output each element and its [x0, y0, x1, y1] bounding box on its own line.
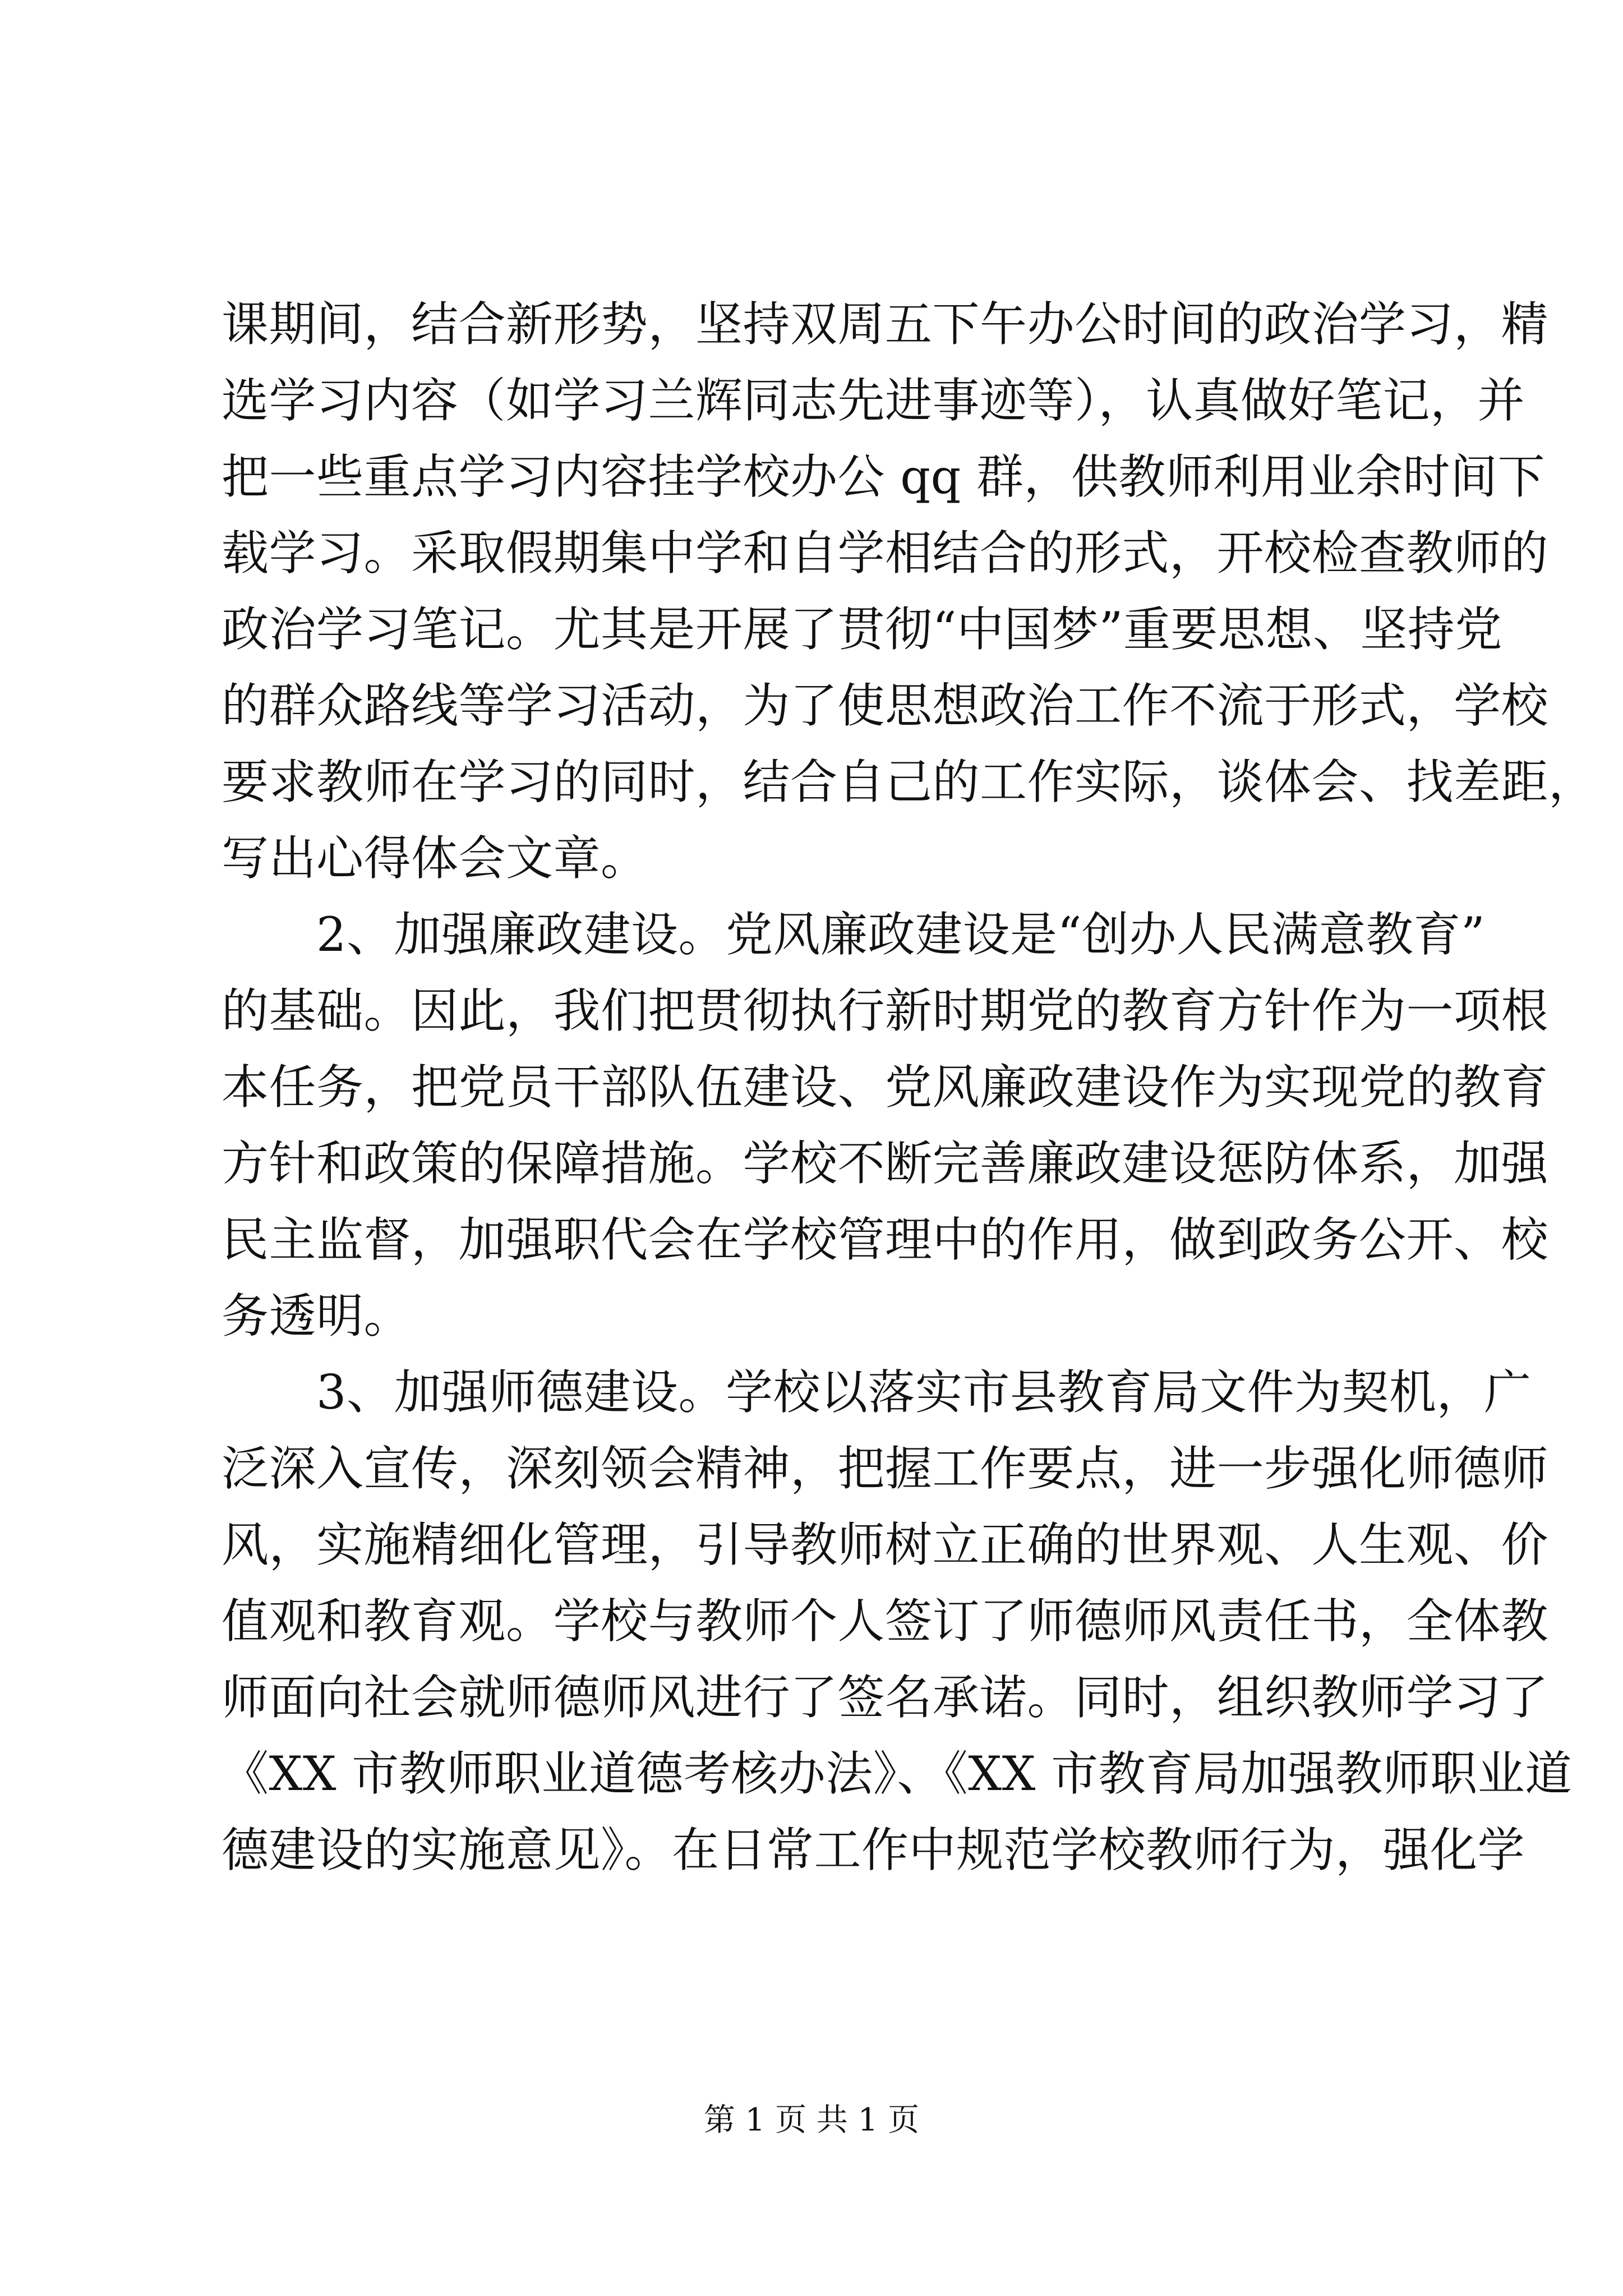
text-line: 的基础。因此，我们把贯彻执行新时期党的教育方针作为一项根 [222, 983, 1549, 1038]
text-line: 2、加强廉政建设。党风廉政建设是“创办人民满意教育” [222, 907, 1486, 962]
text-line: 风，实施精细化管理，引导教师树立正确的世界观、人生观、价 [222, 1517, 1549, 1572]
text-line: 民主监督，加强职代会在学校管理中的作用，做到政务公开、校 [222, 1212, 1549, 1267]
text-line: 泛深入宣传，深刻领会精神，把握工作要点，进一步强化师德师 [222, 1441, 1549, 1496]
text-line: 方针和政策的保障措施。学校不断完善廉政建设惩防体系，加强 [222, 1136, 1549, 1191]
text-line: 务透明。 [222, 1289, 412, 1343]
text-line: 德建设的实施意见》。在日常工作中规范学校教师行为，强化学 [222, 1823, 1525, 1878]
text-line: 写出心得体会文章。 [222, 831, 648, 886]
text-line: 要求教师在学习的同时，结合自己的工作实际，谈体会、找差距， [222, 754, 1596, 809]
text-line: 3、加强师德建设。学校以落实市县教育局文件为契机，广 [222, 1365, 1532, 1420]
text-line: 的群众路线等学习活动，为了使思想政治工作不流于形式，学校 [222, 678, 1549, 733]
body-text [222, 286, 1596, 1888]
text-line: 课期间，结合新形势，坚持双周五下午办公时间的政治学习，精 [222, 297, 1549, 352]
page-footer: 第 1 页 共 1 页 [703, 2102, 920, 2138]
text-line: 载学习。采取假期集中学和自学相结合的形式，开校检查教师的 [222, 526, 1549, 581]
text-line: 本任务，把党员干部队伍建设、党风廉政建设作为实现党的教育 [222, 1060, 1549, 1115]
text-line: 师面向社会就师德师风进行了签名承诺。同时，组织教师学习了 [222, 1670, 1549, 1725]
text-line: 把一些重点学习内容挂学校办公 qq 群，供教师利用业余时间下 [222, 449, 1545, 504]
text-line: 值观和教育观。学校与教师个人签订了师德师风责任书，全体教 [222, 1594, 1549, 1649]
text-line: 《XX 市教师职业道德考核办法》、《XX 市教育局加强教师职业道 [222, 1746, 1573, 1801]
text-line: 选学习内容（如学习兰辉同志先进事迹等），认真做好笔记，并 [222, 373, 1525, 428]
text-line: 政治学习笔记。尤其是开展了贯彻“中国梦”重要思想、坚持党 [222, 602, 1502, 657]
